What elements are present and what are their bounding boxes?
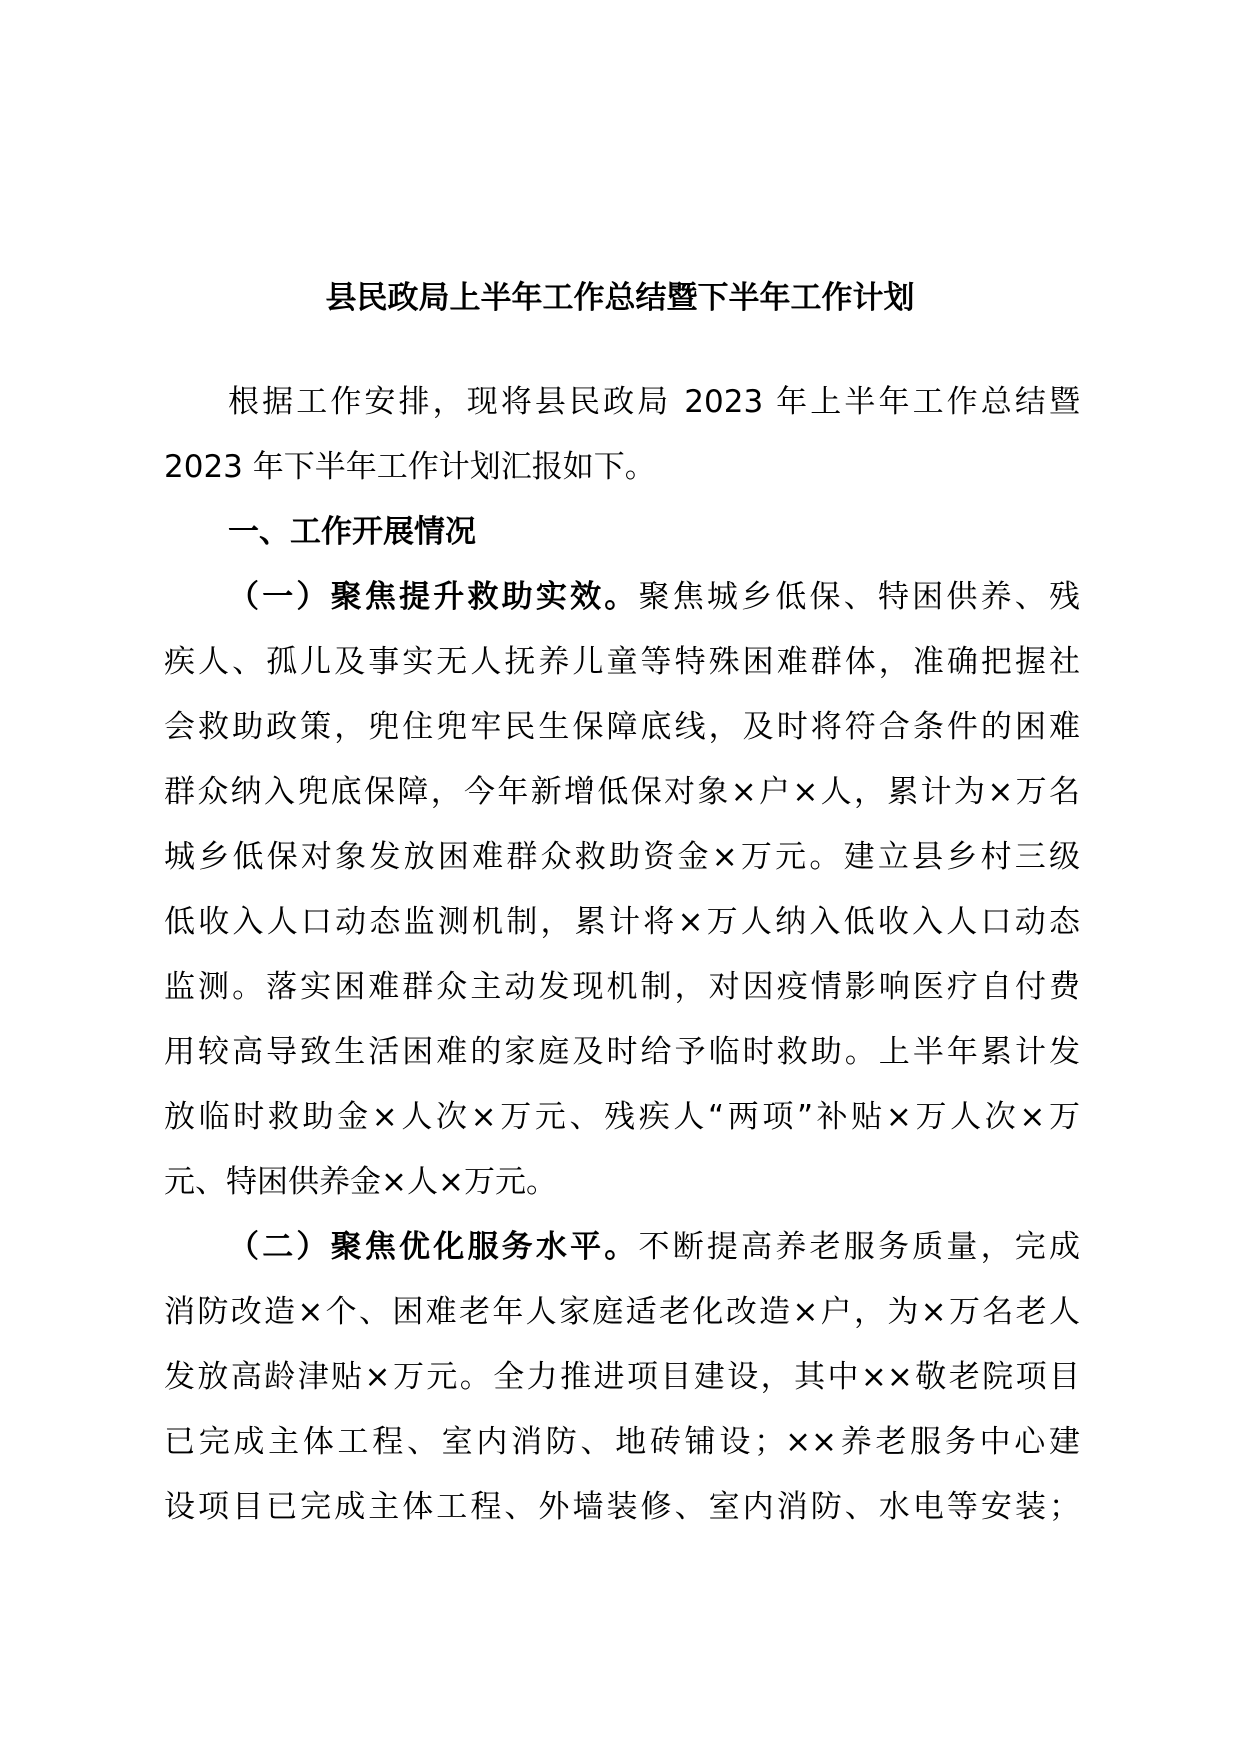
intro-line-1: 根据工作安排，现将县民政局 2023 年上半年工作总结暨 [228, 384, 1080, 420]
intro-line-2: 2023 年下半年工作计划汇报如下。 [164, 449, 656, 485]
paragraph-line: 低收入人口动态监测机制，累计将×万人纳入低收入人口动态 [164, 904, 1080, 940]
paragraph-line: 发放高龄津贴×万元。全力推进项目建设，其中××敬老院项目 [164, 1359, 1080, 1395]
paragraph-line: 会救助政策，兜住兜牢民生保障底线，及时将符合条件的困难 [164, 709, 1080, 745]
section-heading: 一、工作开展情况 [228, 514, 476, 550]
paragraph-line: 疾人、孤儿及事实无人抚养儿童等特殊困难群体，准确把握社 [164, 644, 1080, 680]
paragraph-line: 城乡低保对象发放困难群众救助资金×万元。建立县乡村三级 [164, 839, 1080, 875]
subsection-2-text: 不断提高养老服务质量，完成 [638, 1229, 1080, 1265]
paragraph-line: 消防改造×个、困难老年人家庭适老化改造×户，为×万名老人 [164, 1294, 1080, 1330]
paragraph-line: 监测。落实困难群众主动发现机制，对因疫情影响医疗自付费 [164, 969, 1080, 1005]
paragraph-line: 群众纳入兜底保障，今年新增低保对象×户×人，累计为×万名 [164, 774, 1080, 810]
subsection-1-first-line [164, 565, 1080, 630]
document-body [164, 370, 1080, 1540]
paragraph-line: 用较高导致生活困难的家庭及时给予临时救助。上半年累计发 [164, 1034, 1080, 1070]
document-title: 县民政局上半年工作总结暨下半年工作计划 [325, 280, 915, 316]
subsection-1-text: 聚焦城乡低保、特困供养、残 [638, 579, 1080, 615]
paragraph-line: 元、特困供养金×人×万元。 [164, 1164, 557, 1200]
paragraph-line: 设项目已完成主体工程、外墙装修、室内消防、水电等安装； [164, 1489, 1080, 1525]
paragraph-line: 放临时救助金×人次×万元、残疾人“两项”补贴×万人次×万 [164, 1099, 1080, 1135]
subsection-2-first-line [164, 1215, 1080, 1280]
paragraph-line: 已完成主体工程、室内消防、地砖铺设；××养老服务中心建 [164, 1424, 1080, 1460]
subsection-1-heading: （一）聚焦提升救助实效。 [228, 579, 639, 615]
subsection-2-heading: （二）聚焦优化服务水平。 [228, 1229, 639, 1265]
